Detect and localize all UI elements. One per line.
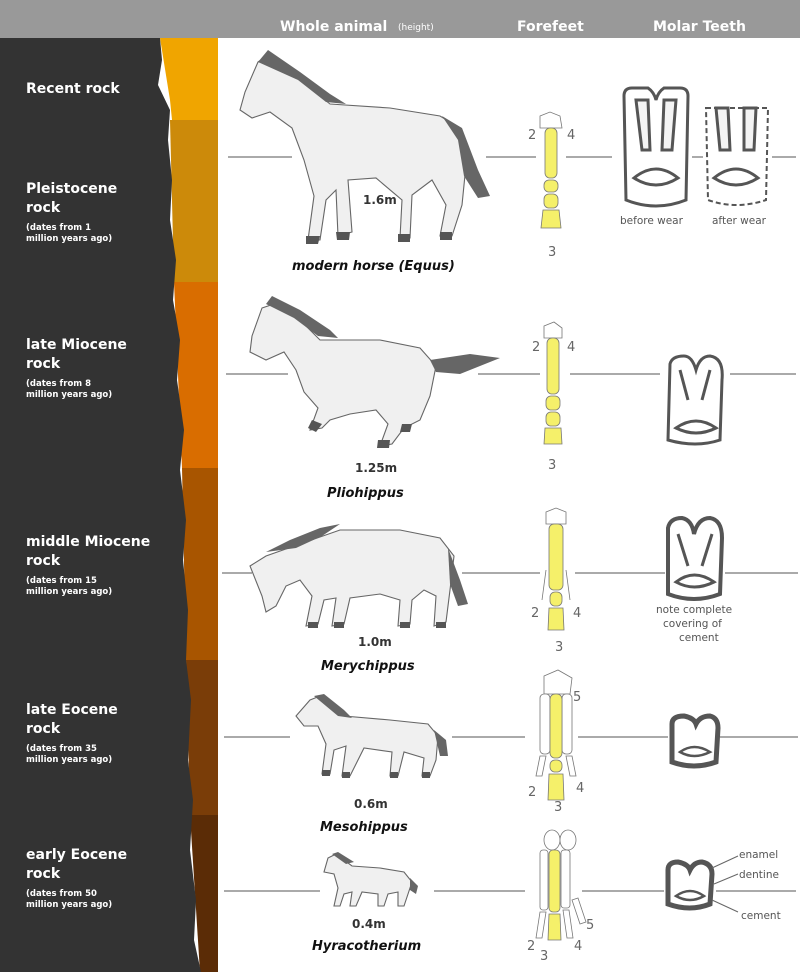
molar-hyracotherium xyxy=(668,856,738,912)
forefoot-3-digit-4: 4 xyxy=(573,606,582,621)
header-whole-animal: Whole animal xyxy=(280,19,388,35)
forefoot-2-digit-3: 3 xyxy=(548,458,557,473)
note-after-wear: after wear xyxy=(712,215,766,227)
era-late-miocene-title: late Miocene rock xyxy=(26,337,127,372)
forefoot-hyracotherium xyxy=(536,830,586,940)
species-modern-horse: modern horse (Equus) xyxy=(292,259,455,274)
era-middle-miocene-title: middle Miocene rock xyxy=(26,534,151,569)
stratum-pleistocene xyxy=(170,120,218,282)
forefoot-2-digit-2: 2 xyxy=(532,340,541,355)
note-cement-line-1: note complete covering of cement xyxy=(656,604,733,644)
forefoot-2-digit-4: 4 xyxy=(567,340,576,355)
merychippus-icon xyxy=(250,524,468,628)
species-mesohippus: Mesohippus xyxy=(320,820,408,835)
forefoot-5-digit-2: 2 xyxy=(527,939,536,954)
label-dentine: dentine xyxy=(739,869,779,881)
height-pliohippus: 1.25m xyxy=(355,461,398,475)
era-recent-title: Recent rock xyxy=(26,81,120,97)
mesohippus-icon xyxy=(296,694,448,778)
species-hyracotherium: Hyracotherium xyxy=(312,939,422,954)
hyracotherium-icon xyxy=(324,852,418,906)
note-before-wear: before wear xyxy=(620,215,683,227)
era-pleistocene-subtitle: (dates from 1 million years ago) xyxy=(26,223,113,244)
molar-modern-after-wear xyxy=(706,108,768,205)
molar-mesohippus xyxy=(672,716,718,766)
forefoot-4-digit-5: 5 xyxy=(573,690,582,705)
forefoot-5-digit-3: 3 xyxy=(540,949,549,964)
label-enamel: enamel xyxy=(739,849,779,861)
header-height-note: (height) xyxy=(398,23,434,33)
molar-pliohippus xyxy=(668,356,722,444)
forefoot-5-digit-4: 4 xyxy=(574,939,583,954)
species-pliohippus: Pliohippus xyxy=(327,486,404,501)
label-cement: cement xyxy=(741,910,781,922)
forefoot-4-digit-2: 2 xyxy=(528,785,537,800)
header-forefeet: Forefeet xyxy=(517,19,584,35)
forefoot-1-digit-4: 4 xyxy=(567,128,576,143)
stratum-middle-miocene xyxy=(182,468,218,660)
forefoot-1-digit-3: 3 xyxy=(548,245,557,260)
height-hyracotherium: 0.4m xyxy=(352,917,386,931)
forefoot-pliohippus xyxy=(544,322,562,444)
modern-horse-icon xyxy=(240,50,490,244)
forefoot-5-digit-5: 5 xyxy=(586,918,595,933)
species-merychippus: Merychippus xyxy=(321,659,415,674)
forefoot-merychippus xyxy=(542,508,570,630)
sidebar xyxy=(0,38,201,972)
forefoot-4-digit-3: 3 xyxy=(554,800,563,815)
molar-merychippus xyxy=(668,518,722,599)
forefoot-3-digit-3: 3 xyxy=(555,640,564,655)
forefoot-modern-horse xyxy=(540,112,562,228)
forefoot-mesohippus xyxy=(536,670,576,800)
era-late-miocene-subtitle: (dates from 8 million years ago) xyxy=(26,379,113,400)
molar-modern-before-wear xyxy=(624,88,688,206)
era-early-eocene-title: early Eocene rock xyxy=(26,847,128,882)
era-pleistocene-title: Pleistocene rock xyxy=(26,181,118,216)
era-late-eocene-title: late Eocene rock xyxy=(26,702,118,737)
height-mesohippus: 0.6m xyxy=(354,797,388,811)
height-modern-horse: 1.6m xyxy=(363,193,397,207)
header-molar-teeth: Molar Teeth xyxy=(653,19,746,35)
pliohippus-icon xyxy=(250,296,500,448)
forefoot-3-digit-2: 2 xyxy=(531,606,540,621)
height-merychippus: 1.0m xyxy=(358,635,392,649)
forefoot-4-digit-4: 4 xyxy=(576,781,585,796)
era-early-eocene-subtitle: (dates from 50 million years ago) xyxy=(26,889,113,910)
era-late-eocene-subtitle: (dates from 35 million years ago) xyxy=(26,744,113,765)
forefoot-1-digit-2: 2 xyxy=(528,128,537,143)
era-middle-miocene-subtitle: (dates from 15 million years ago) xyxy=(26,576,113,597)
